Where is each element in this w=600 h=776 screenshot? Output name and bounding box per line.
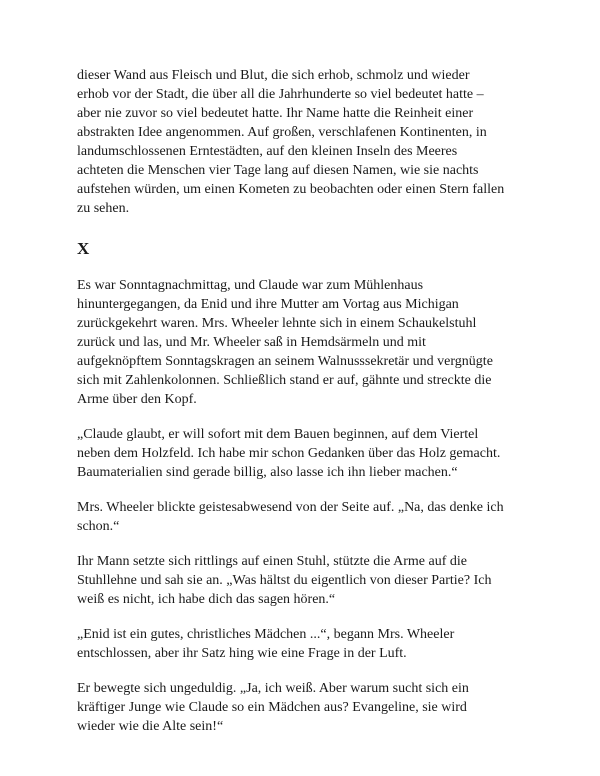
- text-line: „Enid ist ein gutes, christliches Mädchen ...“, begann Mrs. Wheeler: [77, 627, 455, 642]
- text-line: neben dem Holzfeld. Ich habe mir schon Gedanken über das Holz gemacht.: [77, 446, 501, 461]
- opening-paragraph: [77, 66, 532, 218]
- text-line: wieder wie die Alte sein!“: [77, 719, 224, 734]
- text-line: zurück und las, und Mr. Wheeler saß in Hemdsärmeln und mit: [77, 335, 426, 350]
- text-line: „Claude glaubt, er will sofort mit dem Bauen beginnen, auf dem Viertel: [77, 427, 479, 442]
- text-line: zu sehen.: [77, 201, 130, 216]
- text-line: Es war Sonntagnachmittag, und Claude war zum Mühlenhaus: [77, 278, 424, 293]
- text-line: entschlossen, aber ihr Satz hing wie eine Frage in der Luft.: [77, 646, 407, 661]
- text-line: sich mit Zahlenkolonnen. Schließlich stand er auf, gähnte und streckte die: [77, 373, 492, 388]
- text-line: achteten die Menschen vier Tage lang auf diesen Namen, wie sie nachts: [77, 163, 479, 178]
- text-line: Arme über den Kopf.: [77, 392, 197, 407]
- paragraph: [77, 498, 532, 536]
- text-line: abstrakten Idee angenommen. Auf großen, verschlafenen Kontinenten, in: [77, 125, 487, 140]
- chapter-heading: X: [77, 239, 90, 258]
- paragraph: [77, 625, 532, 663]
- text-line: weiß es nicht, ich habe dich das sagen hören.“: [77, 592, 336, 607]
- paragraph: [77, 276, 532, 409]
- text-line: schon.“: [77, 519, 120, 534]
- text-line: landumschlossenen Erntestädten, auf den kleinen Inseln des Meeres: [77, 144, 458, 159]
- text-line: Baumaterialien sind gerade billig, also lasse ich ihn lieber machen.“: [77, 465, 458, 480]
- text-line: hinuntergegangen, da Enid und ihre Mutter am Vortag aus Michigan: [77, 297, 459, 312]
- text-line: erhob vor der Stadt, die über all die Jahrhunderte so viel bedeutet hatte –: [77, 87, 484, 102]
- paragraph: [77, 425, 532, 482]
- text-line: aber nie zuvor so viel bedeutet hatte. Ihr Name hatte die Reinheit einer: [77, 106, 474, 121]
- text-line: kräftiger Junge wie Claude so ein Mädchen aus? Evangeline, sie wird: [77, 700, 467, 715]
- text-line: aufgeknöpftem Sonntagskragen an seinem Walnusssekretär und vergnügte: [77, 354, 493, 369]
- text-line: Ihr Mann setzte sich rittlings auf einen Stuhl, stützte die Arme auf die: [77, 554, 467, 569]
- paragraph: [77, 679, 532, 736]
- paragraph: [77, 552, 532, 609]
- text-line: Er bewegte sich ungeduldig. „Ja, ich weiß. Aber warum sucht sich ein: [77, 681, 469, 696]
- text-line: aufstehen würden, um einen Kometen zu beobachten oder einen Stern fallen: [77, 182, 505, 197]
- text-line: zurückgekehrt waren. Mrs. Wheeler lehnte sich in einem Schaukelstuhl: [77, 316, 477, 331]
- text-line: dieser Wand aus Fleisch und Blut, die sich erhob, schmolz und wieder: [77, 68, 470, 83]
- text-line: Stuhllehne und sah sie an. „Was hältst du eigentlich von dieser Partie? Ich: [77, 573, 492, 588]
- text-line: Mrs. Wheeler blickte geistesabwesend von der Seite auf. „Na, das denke ich: [77, 500, 504, 515]
- document-page: [77, 66, 532, 752]
